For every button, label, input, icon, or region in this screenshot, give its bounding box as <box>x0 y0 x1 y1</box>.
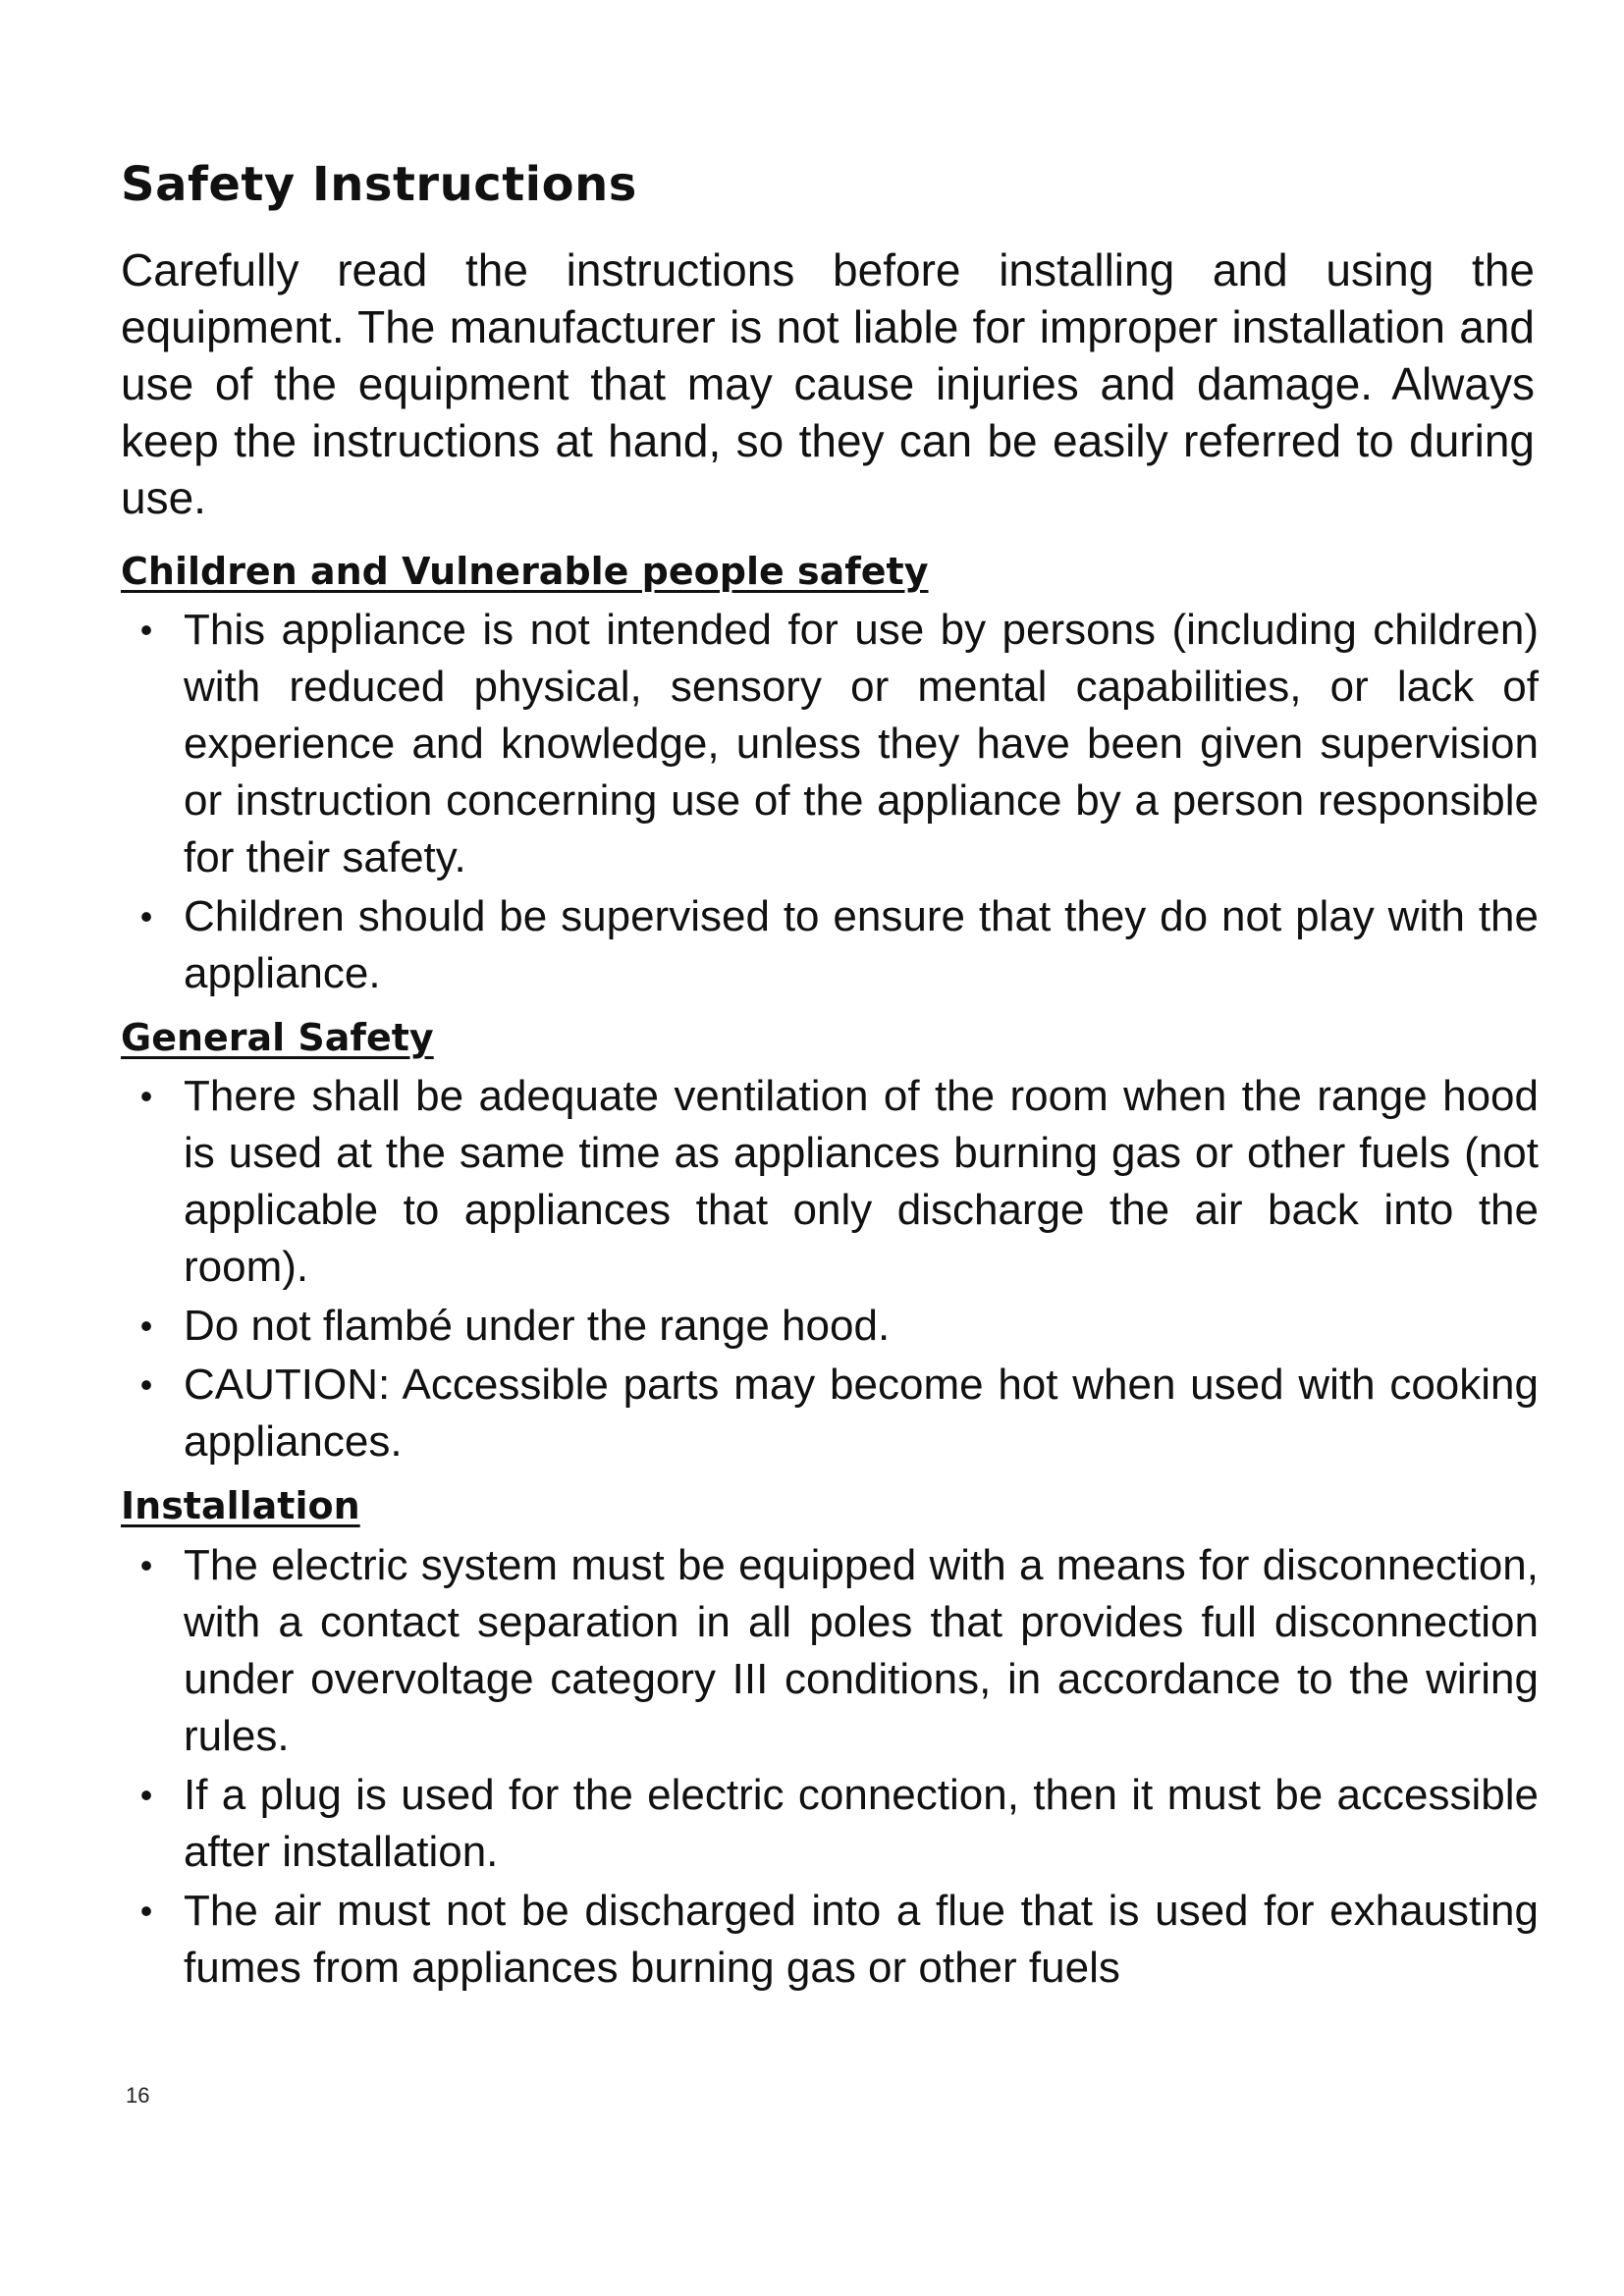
list-item-text: There shall be adequate ventilation of the room when the range hood is used at the same time as appliances burning gas or other fuels (not applicable to appliances that only discharge the air back into the room). <box>184 1072 1539 1292</box>
list-item <box>121 1298 1539 1355</box>
list-item <box>121 1068 1539 1296</box>
children-safety-list <box>121 602 1544 1002</box>
section-heading-children-safety: Children and Vulnerable people safety <box>121 549 929 593</box>
bullet-icon: • <box>139 1306 153 1347</box>
section-heading-general-safety: General Safety <box>121 1015 434 1059</box>
page-number: 16 <box>126 2083 150 2108</box>
list-item <box>121 1883 1539 1997</box>
list-item-text: Children should be supervised to ensure that they do not play with the appliance. <box>184 891 1539 997</box>
list-item <box>121 888 1539 1002</box>
list-item-text: The electric system must be equipped with a means for disconnection, with a contact separation in all poles that provides full disconnection under overvoltage category III conditions, in accordance to the wiring rules. <box>184 1540 1539 1760</box>
general-safety-list <box>121 1068 1544 1470</box>
list-item-text: If a plug is used for the electric connection, then it must be accessible after installation. <box>184 1770 1539 1876</box>
list-item <box>121 1537 1539 1765</box>
intro-paragraph: Carefully read the instructions before installing and using the equipment. The manufacturer is not liable for improper installation and use of the equipment that may cause injuries and damage. Always keep the instructions at hand, so they can be easily referred to during use. <box>121 243 1535 523</box>
bullet-icon: • <box>139 1076 153 1117</box>
bullet-icon: • <box>139 1544 153 1585</box>
list-item-text: CAUTION: Accessible parts may become hot when used with cooking appliances. <box>184 1361 1539 1467</box>
list-item-text: The air must not be discharged into a flue that is used for exhausting fumes from appliances burning gas or other fuels <box>184 1886 1539 1992</box>
list-item-text: This appliance is not intended for use by persons (including children) with reduced physical, sensory or mental capabilities, or lack of experience and knowledge, unless they have been given supervision or instruction concerning use of the appliance by a person responsible for their safety. <box>184 605 1539 881</box>
list-item-text: Do not flambé under the range hood. <box>184 1302 891 1351</box>
bullet-icon: • <box>139 609 153 650</box>
page-title: Safety Instructions <box>121 157 637 212</box>
bullet-icon: • <box>139 1364 153 1406</box>
bullet-icon: • <box>139 895 153 936</box>
bullet-icon: • <box>139 1774 153 1815</box>
list-item <box>121 1767 1539 1881</box>
document-page <box>121 157 1544 2006</box>
list-item <box>121 1357 1539 1470</box>
section-heading-installation: Installation <box>121 1484 360 1528</box>
bullet-icon: • <box>139 1890 153 1931</box>
list-item <box>121 602 1539 886</box>
installation-list <box>121 1537 1544 1997</box>
